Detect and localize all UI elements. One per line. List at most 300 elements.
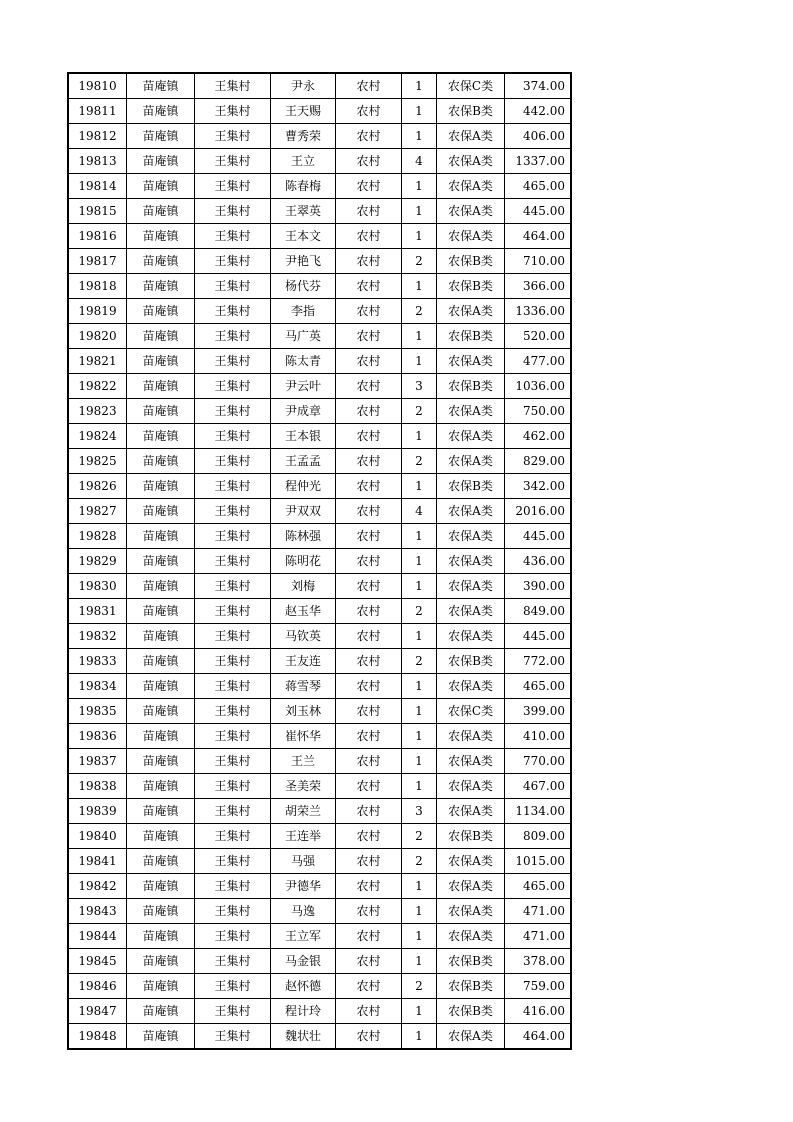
cell-village: 王集村 [195,574,271,599]
cell-area: 农村 [336,624,402,649]
cell-id: 19816 [68,224,127,249]
cell-category: 农保A类 [437,924,505,949]
cell-name: 王友连 [271,649,336,674]
cell-name: 魏状壮 [271,1024,336,1050]
cell-name: 尹永 [271,73,336,99]
cell-amount: 829.00 [505,449,572,474]
cell-name: 尹双双 [271,499,336,524]
cell-id: 19828 [68,524,127,549]
cell-name: 王立 [271,149,336,174]
cell-village: 王集村 [195,449,271,474]
cell-id: 19833 [68,649,127,674]
cell-town: 苗庵镇 [127,749,195,774]
cell-count: 1 [402,99,437,124]
cell-id: 19815 [68,199,127,224]
cell-category: 农保A类 [437,574,505,599]
table-row [68,499,571,524]
table-row [68,424,571,449]
cell-amount: 849.00 [505,599,572,624]
cell-village: 王集村 [195,799,271,824]
cell-town: 苗庵镇 [127,424,195,449]
cell-name: 陈太青 [271,349,336,374]
cell-village: 王集村 [195,299,271,324]
cell-amount: 378.00 [505,949,572,974]
cell-id: 19842 [68,874,127,899]
cell-village: 王集村 [195,649,271,674]
cell-amount: 416.00 [505,999,572,1024]
cell-count: 1 [402,699,437,724]
cell-village: 王集村 [195,399,271,424]
cell-id: 19843 [68,899,127,924]
cell-town: 苗庵镇 [127,274,195,299]
cell-name: 蒋雪琴 [271,674,336,699]
cell-town: 苗庵镇 [127,524,195,549]
cell-category: 农保A类 [437,349,505,374]
cell-count: 1 [402,674,437,699]
cell-count: 1 [402,749,437,774]
cell-amount: 471.00 [505,924,572,949]
cell-area: 农村 [336,574,402,599]
cell-category: 农保A类 [437,174,505,199]
cell-category: 农保A类 [437,774,505,799]
table-row [68,599,571,624]
cell-village: 王集村 [195,624,271,649]
cell-name: 王连举 [271,824,336,849]
cell-area: 农村 [336,499,402,524]
cell-category: 农保B类 [437,274,505,299]
cell-village: 王集村 [195,499,271,524]
table-row [68,399,571,424]
cell-name: 马强 [271,849,336,874]
cell-town: 苗庵镇 [127,824,195,849]
cell-amount: 442.00 [505,99,572,124]
cell-area: 农村 [336,749,402,774]
cell-village: 王集村 [195,174,271,199]
cell-amount: 1015.00 [505,849,572,874]
cell-count: 2 [402,399,437,424]
cell-name: 马广英 [271,324,336,349]
cell-village: 王集村 [195,424,271,449]
cell-name: 马金银 [271,949,336,974]
table-row [68,799,571,824]
cell-town: 苗庵镇 [127,349,195,374]
cell-town: 苗庵镇 [127,774,195,799]
cell-town: 苗庵镇 [127,149,195,174]
cell-village: 王集村 [195,674,271,699]
table-row [68,299,571,324]
cell-count: 2 [402,299,437,324]
cell-area: 农村 [336,274,402,299]
cell-village: 王集村 [195,474,271,499]
cell-name: 王兰 [271,749,336,774]
cell-category: 农保B类 [437,824,505,849]
cell-id: 19848 [68,1024,127,1050]
cell-area: 农村 [336,199,402,224]
cell-category: 农保C类 [437,699,505,724]
cell-id: 19829 [68,549,127,574]
cell-category: 农保A类 [437,499,505,524]
cell-category: 农保B类 [437,249,505,274]
table-row [68,999,571,1024]
table-row [68,324,571,349]
cell-id: 19813 [68,149,127,174]
data-table [67,72,572,1050]
cell-count: 1 [402,624,437,649]
cell-category: 农保A类 [437,624,505,649]
cell-category: 农保B类 [437,374,505,399]
cell-area: 农村 [336,474,402,499]
cell-amount: 520.00 [505,324,572,349]
cell-count: 1 [402,924,437,949]
cell-area: 农村 [336,349,402,374]
cell-village: 王集村 [195,949,271,974]
cell-town: 苗庵镇 [127,699,195,724]
cell-id: 19847 [68,999,127,1024]
cell-id: 19846 [68,974,127,999]
cell-village: 王集村 [195,774,271,799]
cell-id: 19841 [68,849,127,874]
cell-count: 1 [402,524,437,549]
cell-count: 1 [402,424,437,449]
cell-count: 1 [402,73,437,99]
cell-village: 王集村 [195,549,271,574]
cell-category: 农保B类 [437,324,505,349]
cell-category: 农保C类 [437,73,505,99]
cell-town: 苗庵镇 [127,649,195,674]
table-row [68,1024,571,1050]
cell-area: 农村 [336,174,402,199]
cell-name: 王天赐 [271,99,336,124]
cell-category: 农保A类 [437,199,505,224]
cell-name: 王孟孟 [271,449,336,474]
cell-count: 2 [402,249,437,274]
cell-category: 农保A类 [437,899,505,924]
cell-category: 农保B类 [437,99,505,124]
cell-amount: 366.00 [505,274,572,299]
cell-id: 19825 [68,449,127,474]
cell-category: 农保A类 [437,449,505,474]
table-row [68,524,571,549]
cell-amount: 477.00 [505,349,572,374]
cell-area: 农村 [336,999,402,1024]
cell-count: 1 [402,949,437,974]
cell-count: 3 [402,799,437,824]
cell-town: 苗庵镇 [127,899,195,924]
cell-category: 农保A类 [437,724,505,749]
cell-id: 19837 [68,749,127,774]
cell-amount: 471.00 [505,899,572,924]
cell-name: 马逸 [271,899,336,924]
cell-id: 19821 [68,349,127,374]
cell-id: 19820 [68,324,127,349]
cell-village: 王集村 [195,349,271,374]
cell-town: 苗庵镇 [127,224,195,249]
cell-name: 赵怀德 [271,974,336,999]
cell-name: 尹艳飞 [271,249,336,274]
table-row [68,549,571,574]
table-row [68,749,571,774]
cell-name: 圣美荣 [271,774,336,799]
table-row [68,974,571,999]
cell-name: 尹云叶 [271,374,336,399]
cell-count: 1 [402,124,437,149]
cell-town: 苗庵镇 [127,499,195,524]
cell-area: 农村 [336,774,402,799]
cell-id: 19840 [68,824,127,849]
cell-id: 19832 [68,624,127,649]
cell-amount: 1134.00 [505,799,572,824]
cell-id: 19824 [68,424,127,449]
cell-village: 王集村 [195,274,271,299]
cell-amount: 2016.00 [505,499,572,524]
cell-count: 1 [402,324,437,349]
cell-town: 苗庵镇 [127,174,195,199]
cell-name: 王本银 [271,424,336,449]
cell-town: 苗庵镇 [127,599,195,624]
table-row [68,249,571,274]
cell-village: 王集村 [195,1024,271,1050]
cell-count: 1 [402,1024,437,1050]
cell-town: 苗庵镇 [127,249,195,274]
cell-area: 农村 [336,374,402,399]
cell-amount: 445.00 [505,624,572,649]
cell-amount: 809.00 [505,824,572,849]
cell-amount: 462.00 [505,424,572,449]
cell-category: 农保A类 [437,1024,505,1050]
cell-area: 农村 [336,124,402,149]
cell-count: 1 [402,774,437,799]
cell-area: 农村 [336,399,402,424]
cell-area: 农村 [336,849,402,874]
cell-id: 19819 [68,299,127,324]
cell-count: 1 [402,174,437,199]
cell-id: 19838 [68,774,127,799]
cell-amount: 750.00 [505,399,572,424]
cell-count: 1 [402,199,437,224]
cell-name: 刘梅 [271,574,336,599]
cell-town: 苗庵镇 [127,624,195,649]
table-row [68,449,571,474]
cell-name: 刘玉林 [271,699,336,724]
cell-count: 2 [402,849,437,874]
cell-town: 苗庵镇 [127,374,195,399]
cell-count: 1 [402,899,437,924]
cell-area: 农村 [336,824,402,849]
cell-town: 苗庵镇 [127,574,195,599]
cell-id: 19827 [68,499,127,524]
cell-amount: 399.00 [505,699,572,724]
cell-id: 19839 [68,799,127,824]
cell-area: 农村 [336,424,402,449]
cell-id: 19817 [68,249,127,274]
table-row [68,649,571,674]
table-row [68,73,571,99]
cell-category: 农保A类 [437,149,505,174]
cell-area: 农村 [336,599,402,624]
cell-town: 苗庵镇 [127,299,195,324]
cell-name: 尹成章 [271,399,336,424]
cell-town: 苗庵镇 [127,199,195,224]
cell-id: 19836 [68,724,127,749]
cell-area: 农村 [336,249,402,274]
cell-area: 农村 [336,1024,402,1050]
cell-count: 1 [402,874,437,899]
cell-village: 王集村 [195,849,271,874]
cell-amount: 772.00 [505,649,572,674]
table-row [68,724,571,749]
cell-amount: 1336.00 [505,299,572,324]
cell-area: 农村 [336,449,402,474]
cell-id: 19822 [68,374,127,399]
cell-village: 王集村 [195,749,271,774]
cell-category: 农保B类 [437,974,505,999]
cell-town: 苗庵镇 [127,874,195,899]
table-row [68,99,571,124]
cell-amount: 390.00 [505,574,572,599]
cell-amount: 464.00 [505,224,572,249]
cell-count: 2 [402,599,437,624]
cell-id: 19835 [68,699,127,724]
cell-village: 王集村 [195,974,271,999]
table-row [68,199,571,224]
cell-area: 农村 [336,649,402,674]
cell-area: 农村 [336,299,402,324]
cell-amount: 465.00 [505,174,572,199]
cell-id: 19814 [68,174,127,199]
cell-town: 苗庵镇 [127,974,195,999]
cell-name: 王立军 [271,924,336,949]
cell-village: 王集村 [195,899,271,924]
cell-name: 王翠英 [271,199,336,224]
cell-town: 苗庵镇 [127,124,195,149]
cell-name: 程仲光 [271,474,336,499]
table-row [68,374,571,399]
cell-town: 苗庵镇 [127,799,195,824]
cell-count: 4 [402,499,437,524]
cell-id: 19823 [68,399,127,424]
cell-id: 19845 [68,949,127,974]
cell-amount: 465.00 [505,674,572,699]
cell-category: 农保A类 [437,749,505,774]
cell-area: 农村 [336,724,402,749]
cell-name: 陈明花 [271,549,336,574]
cell-village: 王集村 [195,924,271,949]
cell-amount: 465.00 [505,874,572,899]
cell-count: 2 [402,449,437,474]
cell-area: 农村 [336,699,402,724]
table-row [68,274,571,299]
table-row [68,624,571,649]
cell-village: 王集村 [195,999,271,1024]
cell-count: 2 [402,974,437,999]
cell-town: 苗庵镇 [127,949,195,974]
cell-area: 农村 [336,924,402,949]
cell-category: 农保A类 [437,799,505,824]
cell-id: 19812 [68,124,127,149]
cell-area: 农村 [336,549,402,574]
cell-name: 陈林强 [271,524,336,549]
cell-amount: 410.00 [505,724,572,749]
cell-town: 苗庵镇 [127,474,195,499]
cell-count: 2 [402,649,437,674]
cell-village: 王集村 [195,524,271,549]
cell-category: 农保A类 [437,224,505,249]
cell-amount: 464.00 [505,1024,572,1050]
cell-name: 王本文 [271,224,336,249]
cell-town: 苗庵镇 [127,849,195,874]
cell-category: 农保A类 [437,549,505,574]
cell-amount: 1036.00 [505,374,572,399]
table-row [68,149,571,174]
cell-area: 农村 [336,149,402,174]
cell-id: 19830 [68,574,127,599]
cell-town: 苗庵镇 [127,399,195,424]
cell-category: 农保A类 [437,299,505,324]
cell-town: 苗庵镇 [127,549,195,574]
table-row [68,824,571,849]
cell-amount: 770.00 [505,749,572,774]
cell-area: 农村 [336,949,402,974]
cell-category: 农保B类 [437,999,505,1024]
cell-id: 19811 [68,99,127,124]
cell-town: 苗庵镇 [127,674,195,699]
cell-id: 19826 [68,474,127,499]
cell-village: 王集村 [195,73,271,99]
cell-category: 农保A类 [437,424,505,449]
cell-area: 农村 [336,674,402,699]
cell-name: 胡荣兰 [271,799,336,824]
cell-id: 19834 [68,674,127,699]
table-row [68,924,571,949]
cell-count: 1 [402,474,437,499]
cell-category: 农保B类 [437,474,505,499]
cell-town: 苗庵镇 [127,324,195,349]
table-row [68,224,571,249]
cell-amount: 406.00 [505,124,572,149]
table-row [68,174,571,199]
table-row [68,874,571,899]
cell-village: 王集村 [195,824,271,849]
cell-amount: 342.00 [505,474,572,499]
cell-amount: 1337.00 [505,149,572,174]
table-row [68,124,571,149]
cell-name: 尹德华 [271,874,336,899]
cell-amount: 374.00 [505,73,572,99]
cell-town: 苗庵镇 [127,999,195,1024]
cell-area: 农村 [336,799,402,824]
cell-amount: 445.00 [505,199,572,224]
cell-count: 1 [402,274,437,299]
cell-area: 农村 [336,224,402,249]
cell-area: 农村 [336,73,402,99]
cell-village: 王集村 [195,249,271,274]
cell-village: 王集村 [195,99,271,124]
table-row [68,699,571,724]
cell-village: 王集村 [195,724,271,749]
cell-village: 王集村 [195,699,271,724]
cell-id: 19810 [68,73,127,99]
cell-name: 陈春梅 [271,174,336,199]
cell-count: 2 [402,824,437,849]
cell-name: 李指 [271,299,336,324]
cell-village: 王集村 [195,374,271,399]
cell-village: 王集村 [195,599,271,624]
table-row [68,474,571,499]
cell-amount: 759.00 [505,974,572,999]
cell-name: 崔怀华 [271,724,336,749]
cell-count: 1 [402,224,437,249]
cell-village: 王集村 [195,149,271,174]
